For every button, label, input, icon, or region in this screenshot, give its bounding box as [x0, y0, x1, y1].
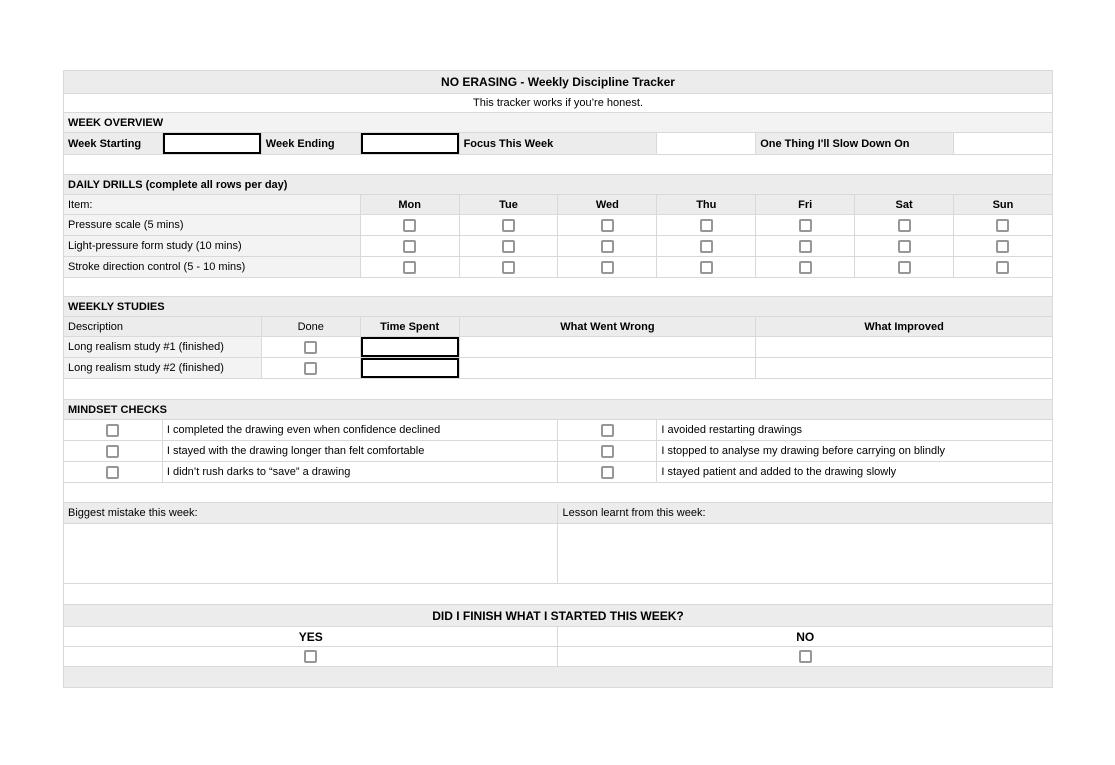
daily-drills-section-header: DAILY DRILLS (complete all rows per day)	[64, 175, 1053, 195]
week-starting-input[interactable]	[162, 133, 261, 155]
biggest-mistake-input[interactable]	[64, 524, 558, 584]
biggest-mistake-label: Biggest mistake this week:	[64, 503, 558, 524]
mindset-statement: I stopped to analyse my drawing before carrying on blindly	[657, 441, 1053, 462]
weekly-studies-section-header: WEEKLY STUDIES	[64, 297, 1053, 317]
focus-this-week-input[interactable]	[657, 133, 756, 155]
drill-checkbox[interactable]	[502, 240, 515, 253]
tracker-table	[63, 70, 1053, 688]
mindset-statement: I didn’t rush darks to “save” a drawing	[162, 462, 558, 483]
week-overview-section-header: WEEK OVERVIEW	[64, 113, 1053, 133]
day-header-fri: Fri	[756, 195, 855, 215]
what-went-wrong-column-header: What Went Wrong	[459, 317, 756, 337]
mindset-statement: I stayed patient and added to the drawing slowly	[657, 462, 1053, 483]
drill-checkbox[interactable]	[700, 240, 713, 253]
mindset-checkbox[interactable]	[601, 466, 614, 479]
drill-checkbox[interactable]	[799, 219, 812, 232]
what-went-wrong-input[interactable]	[459, 337, 756, 358]
study-done-checkbox[interactable]	[304, 341, 317, 354]
day-header-sun: Sun	[954, 195, 1053, 215]
subtitle: This tracker works if you’re honest.	[64, 94, 1053, 113]
finish-question-title: DID I FINISH WHAT I STARTED THIS WEEK?	[64, 605, 1053, 627]
no-label: NO	[558, 627, 1053, 647]
mindset-checkbox[interactable]	[106, 445, 119, 458]
spacer-row	[64, 155, 1053, 175]
drill-checkbox[interactable]	[601, 240, 614, 253]
mindset-checkbox[interactable]	[106, 424, 119, 437]
no-checkbox[interactable]	[799, 650, 812, 663]
time-spent-input[interactable]	[360, 358, 459, 379]
time-spent-column-header: Time Spent	[360, 317, 459, 337]
spacer-row	[64, 379, 1053, 400]
drill-checkbox[interactable]	[502, 219, 515, 232]
drill-checkbox[interactable]	[898, 240, 911, 253]
what-improved-input[interactable]	[756, 358, 1053, 379]
drill-checkbox[interactable]	[996, 219, 1009, 232]
yes-label: YES	[64, 627, 558, 647]
tracker-sheet	[63, 70, 1053, 688]
drill-checkbox[interactable]	[403, 261, 416, 274]
what-improved-input[interactable]	[756, 337, 1053, 358]
focus-this-week-label: Focus This Week	[459, 133, 657, 155]
mindset-statement: I stayed with the drawing longer than felt comfortable	[162, 441, 558, 462]
day-header-wed: Wed	[558, 195, 657, 215]
page-title: NO ERASING - Weekly Discipline Tracker	[64, 71, 1053, 94]
study-description: Long realism study #2 (finished)	[64, 358, 262, 379]
day-header-sat: Sat	[855, 195, 954, 215]
spacer-row	[64, 483, 1053, 503]
drill-checkbox[interactable]	[799, 240, 812, 253]
item-column-header: Item:	[64, 195, 361, 215]
spacer-row	[64, 584, 1053, 605]
drill-checkbox[interactable]	[403, 219, 416, 232]
description-column-header: Description	[64, 317, 262, 337]
drill-checkbox[interactable]	[799, 261, 812, 274]
yes-checkbox[interactable]	[304, 650, 317, 663]
what-went-wrong-input[interactable]	[459, 358, 756, 379]
mindset-statement: I completed the drawing even when confidence declined	[162, 420, 558, 441]
drill-checkbox[interactable]	[898, 219, 911, 232]
drill-checkbox[interactable]	[700, 219, 713, 232]
lesson-learnt-input[interactable]	[558, 524, 1053, 584]
week-ending-input[interactable]	[360, 133, 459, 155]
mindset-checkbox[interactable]	[601, 424, 614, 437]
what-improved-column-header: What Improved	[756, 317, 1053, 337]
drill-checkbox[interactable]	[996, 240, 1009, 253]
drill-checkbox[interactable]	[996, 261, 1009, 274]
time-spent-input[interactable]	[360, 337, 459, 358]
week-ending-label: Week Ending	[261, 133, 360, 155]
study-done-checkbox[interactable]	[304, 362, 317, 375]
drill-item-label: Pressure scale (5 mins)	[64, 215, 361, 236]
slow-down-input[interactable]	[954, 133, 1053, 155]
mindset-checkbox[interactable]	[601, 445, 614, 458]
drill-checkbox[interactable]	[601, 261, 614, 274]
day-header-tue: Tue	[459, 195, 558, 215]
drill-checkbox[interactable]	[700, 261, 713, 274]
done-column-header: Done	[261, 317, 360, 337]
spacer-row	[64, 278, 1053, 297]
day-header-mon: Mon	[360, 195, 459, 215]
drill-checkbox[interactable]	[403, 240, 416, 253]
drill-item-label: Light-pressure form study (10 mins)	[64, 236, 361, 257]
mindset-checks-section-header: MINDSET CHECKS	[64, 400, 1053, 420]
day-header-thu: Thu	[657, 195, 756, 215]
slow-down-label: One Thing I'll Slow Down On	[756, 133, 954, 155]
week-starting-label: Week Starting	[64, 133, 163, 155]
drill-checkbox[interactable]	[898, 261, 911, 274]
drill-checkbox[interactable]	[502, 261, 515, 274]
drill-item-label: Stroke direction control (5 - 10 mins)	[64, 257, 361, 278]
mindset-statement: I avoided restarting drawings	[657, 420, 1053, 441]
drill-checkbox[interactable]	[601, 219, 614, 232]
mindset-checkbox[interactable]	[106, 466, 119, 479]
study-description: Long realism study #1 (finished)	[64, 337, 262, 358]
lesson-learnt-label: Lesson learnt from this week:	[558, 503, 1053, 524]
footer-band	[64, 667, 1053, 688]
